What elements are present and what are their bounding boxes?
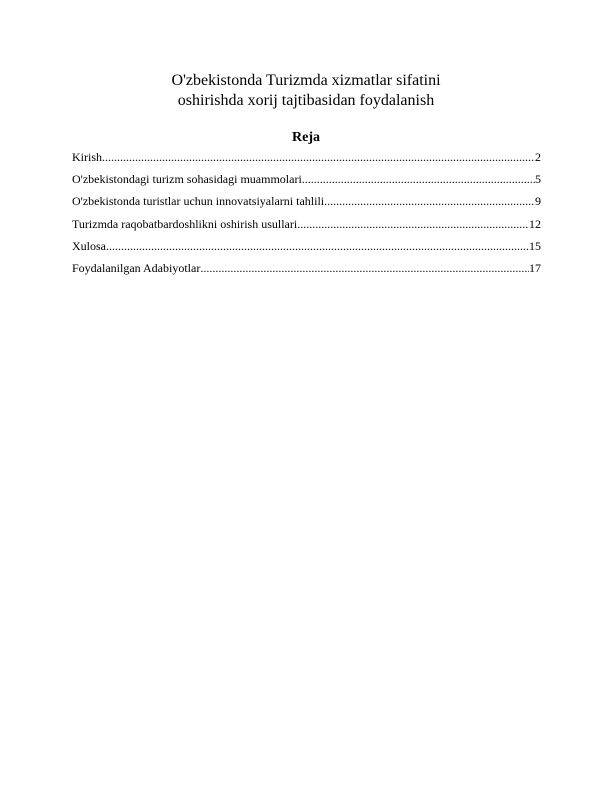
toc-entry-page: 17	[529, 260, 541, 275]
toc-entry	[72, 260, 541, 282]
toc-heading: Reja	[292, 130, 320, 145]
toc-entry-page: 12	[529, 216, 541, 231]
document-title-line-1: O'zbekistonda Turizmda xizmatlar sifatini	[171, 72, 441, 89]
toc-dot-leader	[302, 171, 535, 188]
toc-entry-label: Foydalanilgan Adabiyotlar	[72, 260, 201, 275]
toc-entry-page: 9	[535, 194, 541, 209]
toc-entry	[72, 216, 541, 238]
toc-entry-label: O'zbekistondagi turizm sohasidagi muammolari	[72, 172, 302, 187]
toc-dot-leader	[106, 238, 529, 255]
toc-entry-page: 15	[529, 238, 541, 253]
toc-dot-leader	[324, 193, 535, 210]
toc-entry	[72, 149, 541, 171]
toc-entry-label: Kirish	[72, 150, 102, 164]
toc-entry-page: 2	[535, 150, 541, 164]
toc-dot-leader	[200, 260, 529, 277]
toc-entry	[72, 171, 541, 193]
toc-entry-label: Xulosa	[72, 238, 106, 253]
toc-dot-leader	[102, 149, 535, 166]
toc-dot-leader	[297, 216, 529, 233]
document-title-line-2: oshirishda xorij tajtibasidan foydalanish	[177, 92, 435, 109]
toc-entry-label: Turizmda raqobatbardoshlikni oshirish usullari	[72, 216, 298, 231]
table-of-contents	[72, 149, 541, 282]
toc-entry-label: O'zbekistonda turistlar uchun innovatsiyalarni tahlili	[72, 194, 325, 209]
toc-entry	[72, 238, 541, 260]
toc-entry-page: 5	[535, 172, 541, 187]
toc-entry	[72, 193, 541, 215]
